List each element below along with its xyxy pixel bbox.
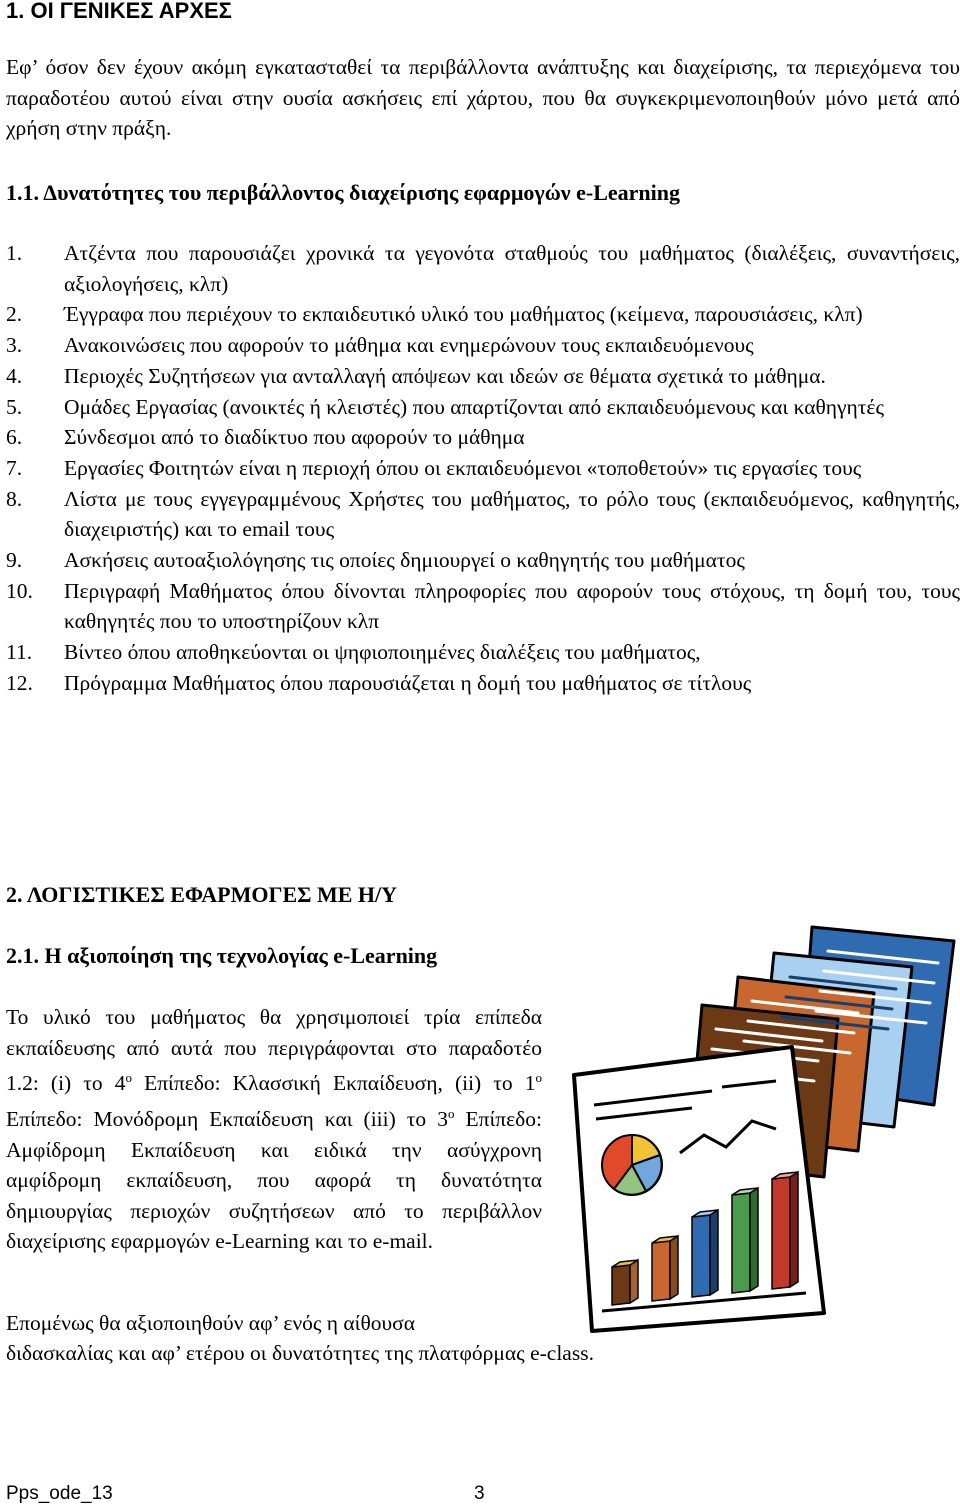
list-item-number: 3. [6, 333, 23, 358]
intro-paragraph: Εφ’ όσον δεν έχουν ακόμη εγκατασταθεί τα περιβάλλοντα ανάπτυξης και διαχείρισης, τα περιεχόμενα του παραδοτέου αυτού είναι στην ουσία ασκήσεις επί χάρτου, που θα συγκεκριμενοποιηθούν μόνο μετά από χρήση στην πράξη. [6, 55, 960, 141]
paragraph-text: Επίπεδο: Κλασσική Εκπαίδευση, (ii) το 1 [132, 1071, 536, 1096]
list-item-number: 8. [6, 486, 23, 511]
list-item [6, 484, 960, 545]
list-item [6, 576, 960, 637]
list-item-text: Περιοχές Συζητήσεων για ανταλλαγή απόψεων και ιδεών σε θέματα σχετικά το μάθημα. [64, 363, 826, 388]
list-item-text: Πρόγραμμα Μαθήματος όπου παρουσιάζεται η δομή του μαθήματος σε τίτλους [64, 670, 752, 695]
list-item [6, 361, 960, 392]
section-2-heading: 2. ΛΟΓΙΣΤΙΚΕΣ ΕΦΑΡΜΟΓΕΣ ΜΕ Η/Υ [6, 882, 398, 907]
closing-paragraph-line-1: Επομένως θα αξιοποιηθούν αφ’ ενός η αίθουσα [6, 1311, 416, 1335]
list-item-number: 5. [6, 394, 23, 419]
list-item-text: Ατζέντα που παρουσιάζει χρονικά τα γεγονότα σταθμούς του μαθήματος (διαλέξεις, συναντήσεις, αξιολογήσεις, κλπ) [64, 241, 960, 296]
list-item-number: 4. [6, 363, 23, 388]
list-item-text: Περιγραφή Μαθήματος όπου δίνονται πληροφορίες που αφορούν τους στόχους, τη δομή του, τους καθηγητές που το υποστηρίζουν κλπ [64, 578, 960, 634]
list-item-text: Έγγραφα που περιέχουν το εκπαιδευτικό υλικό του μαθήματος (κείμενα, παρουσιάσεις, κλπ) [64, 302, 863, 327]
paragraph-text: Το υλικό του μαθήματος θα χρησιμοποιεί τρία επίπεδα εκπαίδευσης από αυτά που περιγράφονται στο παραδοτέο 1.2: (i) το 4 [6, 1005, 542, 1096]
list-item [6, 453, 960, 484]
list-item-text: Εργασίες Φοιτητών είναι η περιοχή όπου οι εκπαιδευόμενοι «τοποθετούν» τις εργασίες τους [64, 455, 862, 480]
capabilities-list [6, 238, 960, 699]
section-1-heading: 1. ΟΙ ΓΕΝΙΚΕΣ ΑΡΧΕΣ [6, 0, 232, 23]
list-item-text: Ανακοινώσεις που αφορούν το μάθημα και ενημερώνουν τους εκπαιδευόμενους [64, 333, 754, 358]
list-item-text: Σύνδεσμοι από το διαδίκτυο που αφορούν το μάθημα [64, 425, 525, 450]
subsection-2-1-heading: 2.1. Η αξιοποίηση της τεχνολογίας e-Learning [6, 943, 438, 968]
paragraph-text: Επίπεδο: Μονόδρομη Εκπαίδευση και (iii) το 3 [6, 1107, 448, 1132]
paragraph-text: Επίπεδο: Αμφίδρομη Εκπαίδευση και ειδικά την ασύγχρονη αμφίδρομη εκπαίδευση, που αφορά τη δυνατότητα δημιουργίας περιοχών συζητήσεων από το περιβάλλον διαχείρισης εφαρμογών e-Learning και το e-mail. [6, 1107, 543, 1254]
elearning-paragraph [6, 1002, 542, 1257]
list-item [6, 299, 960, 330]
footer-document-id: Pps_ode_13 [6, 1483, 113, 1504]
list-item-number: 9. [6, 548, 23, 573]
list-item-number: 1. [6, 241, 23, 265]
list-item-number: 2. [6, 302, 23, 327]
list-item-number: 6. [6, 425, 23, 450]
list-item-text: Λίστα με τους εγγεγραμμένους Χρήστες του μαθήματος, το ρόλο τους (εκπαιδευόμενος, καθηγητής, διαχειριστής) και το email τους [64, 486, 960, 542]
list-item-number: 12. [6, 670, 33, 695]
list-item [6, 545, 960, 576]
list-item-text: Ασκήσεις αυτοαξιολόγησης τις οποίες δημιουργεί ο καθηγητής του μαθήματος [64, 548, 745, 573]
list-item-text: Βίντεο όπου αποθηκεύονται οι ψηφιοποιημένες διαλέξεις του μαθήματος, [64, 640, 701, 665]
list-item [6, 422, 960, 453]
closing-paragraph-line-2: διδασκαλίας και αφ’ ετέρου οι δυνατότητες της πλατφόρμας e-class. [6, 1341, 594, 1365]
list-item [6, 392, 960, 423]
footer-page-number: 3 [474, 1483, 485, 1504]
list-item-number: 10. [6, 578, 33, 603]
list-item [6, 637, 960, 668]
list-item-text: Ομάδες Εργασίας (ανοικτές ή κλειστές) που απαρτίζονται από εκπαιδευόμενους και καθηγητές [64, 394, 884, 419]
list-item [6, 668, 960, 699]
list-item [6, 330, 960, 361]
ordinal-sup: ο [447, 1105, 455, 1121]
report-documents-clipart [562, 915, 960, 1335]
list-item-number: 7. [6, 455, 23, 480]
ordinal-sup: ο [125, 1070, 132, 1086]
list-item-number: 11. [6, 640, 33, 665]
pie-chart-icon [602, 1135, 662, 1195]
list-item [6, 238, 960, 299]
subsection-1-1-heading: 1.1. Δυνατότητες του περιβάλλοντος διαχείρισης εφαρμογών e-Learning [6, 180, 681, 205]
ordinal-sup: ο [535, 1070, 542, 1086]
